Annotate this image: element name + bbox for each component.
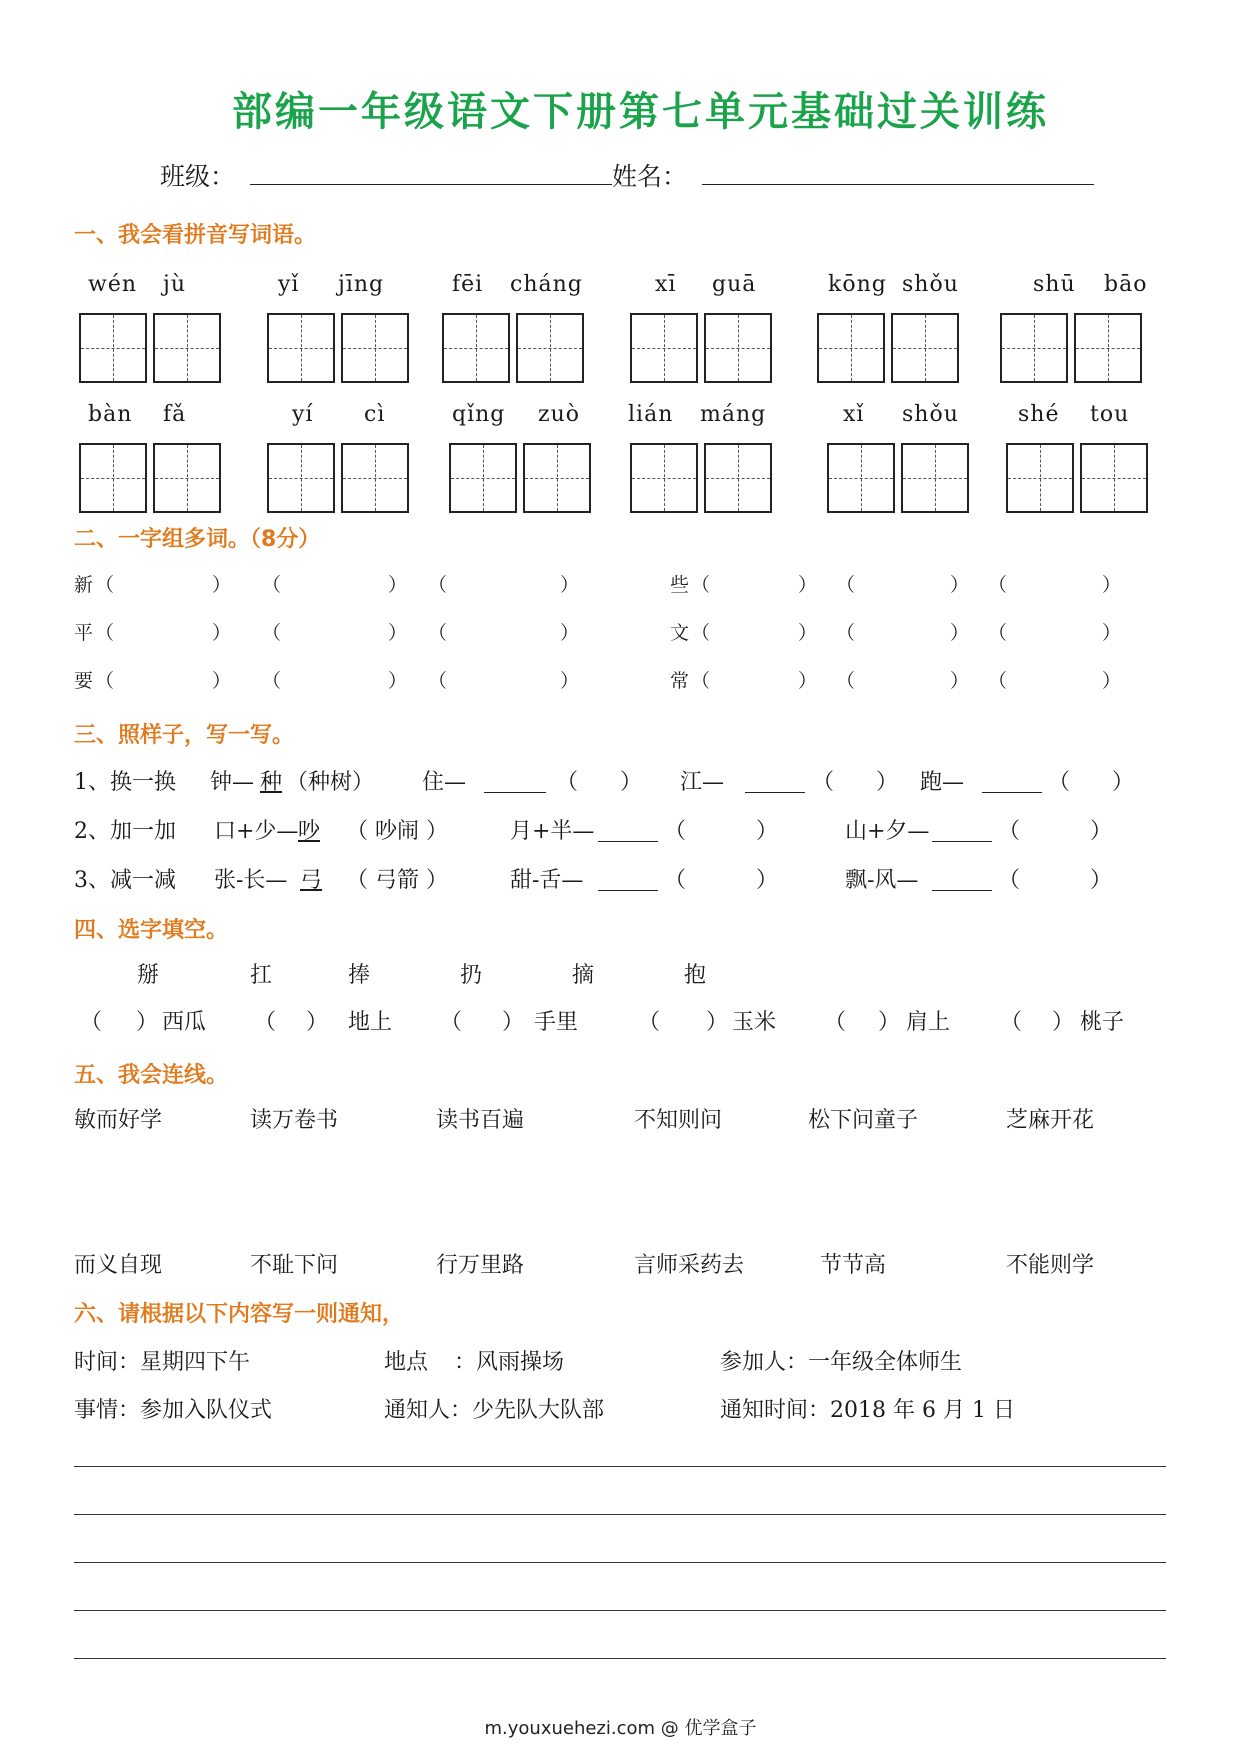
writing-line[interactable] [74, 1658, 1166, 1659]
tianzige-box[interactable] [523, 443, 591, 513]
paren-close: ） [212, 622, 232, 644]
tianzige-box[interactable] [630, 313, 698, 383]
pinyin: jù [163, 272, 186, 297]
notice-place-value: ：风雨操场 [454, 1350, 565, 1375]
paren-open: （ [836, 574, 856, 596]
pinyin: bàn [88, 402, 133, 427]
pinyin: xǐ [843, 402, 865, 427]
group-char: 平 [74, 622, 94, 644]
tianzige-box[interactable] [1006, 443, 1074, 513]
row-label: 3、减一减 [74, 868, 176, 893]
pinyin: bāo [1104, 272, 1148, 297]
pinyin: shǒu [902, 402, 959, 427]
example-text: 钟— [210, 770, 255, 795]
paren-close: ） [1112, 770, 1135, 795]
section5-heading: 五、我会连线。 [74, 1063, 229, 1088]
paren-open: （ [998, 868, 1021, 893]
paren-open: （ [664, 819, 687, 844]
writing-line[interactable] [74, 1466, 1166, 1467]
pinyin: yǐ [278, 272, 300, 297]
pinyin: guā [712, 272, 757, 297]
paren-close: ） [1090, 868, 1113, 893]
class-label: 班级： [160, 162, 236, 191]
notice-event: 事情：参加入队仪式 [74, 1398, 273, 1423]
fill-word: 手里 [534, 1010, 579, 1035]
paren-close: ） [1102, 670, 1122, 692]
example-word: （种树） [286, 770, 375, 795]
choice-char: 扔 [460, 963, 483, 988]
pinyin: xī [655, 272, 677, 297]
section6-heading: 六、请根据以下内容写一则通知， [74, 1302, 405, 1327]
paren-close: ） [560, 574, 580, 596]
tianzige-box[interactable] [827, 443, 895, 513]
writing-line[interactable] [74, 1610, 1166, 1611]
tianzige-box[interactable] [153, 443, 221, 513]
paren-open: （ [638, 1010, 661, 1035]
item-text: 跑— [920, 770, 965, 795]
pinyin: wén [88, 272, 138, 297]
paren-close: ） [1090, 819, 1113, 844]
paren-close: ） [878, 1010, 901, 1035]
notice-place-label: 地点 [384, 1350, 429, 1375]
notice-notifier: 通知人：少先队大队部 [384, 1398, 605, 1423]
paren-close: ） [136, 1010, 159, 1035]
paren-close: ） [212, 574, 232, 596]
choice-char: 捧 [348, 963, 371, 988]
paren-close: ） [1102, 574, 1122, 596]
page-title: 部编一年级语文下册第七单元基础过关训练 [232, 89, 1049, 135]
paren-open: （ [691, 622, 711, 644]
fill-word: 西瓜 [162, 1010, 207, 1035]
tianzige-box[interactable] [79, 313, 147, 383]
paren-open: （ [262, 622, 282, 644]
paren-close: ） [560, 622, 580, 644]
paren-open: （ [95, 670, 115, 692]
paren-open: （ [988, 574, 1008, 596]
choice-char: 抱 [684, 963, 707, 988]
match-item[interactable]: 芝麻开花 [1006, 1108, 1095, 1133]
row-label: 1、换一换 [74, 770, 176, 795]
tianzige-box[interactable] [817, 313, 885, 383]
item-text: 山+夕— [845, 819, 930, 844]
class-field[interactable] [250, 184, 612, 185]
example-answer: 吵 [298, 819, 321, 844]
notice-date: 通知时间：2018 年 6 月 1 日 [720, 1398, 1015, 1423]
section2-heading: 二、一字组多词。（8分） [74, 527, 321, 552]
pinyin: fēi [452, 272, 484, 297]
paren-close: ） [756, 868, 779, 893]
tianzige-box[interactable] [79, 443, 147, 513]
item-text: 月+半— [510, 819, 595, 844]
section4-heading: 四、选字填空。 [74, 918, 229, 943]
group-char: 新 [74, 574, 94, 596]
group-char: 些 [670, 574, 690, 596]
tianzige-box[interactable] [1080, 443, 1148, 513]
paren-close: ） [706, 1010, 729, 1035]
paren-open: （ [664, 868, 687, 893]
tianzige-box[interactable] [704, 313, 772, 383]
pinyin: jīng [338, 272, 385, 297]
pinyin: cì [364, 402, 386, 427]
paren-open: （ [824, 1010, 847, 1035]
tianzige-box[interactable] [1000, 313, 1068, 383]
item-text: 住— [422, 770, 467, 795]
paren-close: ） [798, 574, 818, 596]
match-item[interactable]: 不知则问 [634, 1108, 723, 1133]
answer-blank[interactable] [982, 792, 1042, 793]
fill-word: 玉米 [732, 1010, 777, 1035]
pinyin: fǎ [163, 402, 187, 427]
paren-open: （ [1048, 770, 1071, 795]
name-field[interactable] [702, 184, 1094, 185]
item-text: 飘-风— [845, 868, 919, 893]
pinyin: shé [1018, 402, 1060, 427]
paren-open: （ [95, 574, 115, 596]
choice-char: 摘 [572, 963, 595, 988]
footer-watermark: m.youxuehezi.com @ 优学盒子 [484, 1718, 757, 1739]
notice-time-of-event: 时间：星期四下午 [74, 1350, 251, 1375]
pinyin: tou [1090, 402, 1130, 427]
tianzige-box[interactable] [153, 313, 221, 383]
match-item[interactable]: 不能则学 [1006, 1253, 1095, 1278]
paren-open: （ [80, 1010, 103, 1035]
notice-participants: 参加人：一年级全体师生 [720, 1350, 963, 1375]
group-char: 常 [670, 670, 690, 692]
tianzige-box[interactable] [442, 313, 510, 383]
match-item[interactable]: 松下问童子 [808, 1108, 919, 1133]
tianzige-box[interactable] [267, 313, 335, 383]
answer-blank[interactable] [598, 841, 658, 842]
pinyin: lián [628, 402, 674, 427]
match-item[interactable]: 而义自现 [74, 1253, 163, 1278]
pinyin: cháng [510, 272, 583, 297]
paren-open: （ [428, 670, 448, 692]
tianzige-box[interactable] [267, 443, 335, 513]
item-text: 甜-舌— [510, 868, 584, 893]
pinyin: máng [700, 402, 767, 427]
paren-close: ） [212, 670, 232, 692]
paren-close: ） [1052, 1010, 1075, 1035]
tianzige-box[interactable] [891, 313, 959, 383]
paren-close: ） [876, 770, 899, 795]
match-item[interactable]: 言师采药去 [634, 1253, 745, 1278]
paren-close: ） [950, 670, 970, 692]
paren-open: （ [836, 670, 856, 692]
match-item[interactable]: 读书百遍 [436, 1108, 525, 1133]
paren-open: （ [95, 622, 115, 644]
group-char: 要 [74, 670, 94, 692]
paren-open: （ [988, 622, 1008, 644]
paren-close: ） [388, 622, 408, 644]
paren-close: ） [756, 819, 779, 844]
paren-open: （ [691, 574, 711, 596]
paren-open: （ [691, 670, 711, 692]
pinyin: zuò [538, 402, 581, 427]
example-answer: 弓 [300, 868, 323, 893]
paren-close: ） [620, 770, 643, 795]
answer-blank[interactable] [598, 890, 658, 891]
example-text: 口+少— [214, 819, 299, 844]
match-item[interactable]: 节节高 [820, 1253, 887, 1278]
pinyin: qǐng [452, 402, 506, 427]
section1-heading: 一、我会看拼音写词语。 [74, 223, 317, 248]
match-item[interactable]: 敏而好学 [74, 1108, 163, 1133]
tianzige-box[interactable] [449, 443, 517, 513]
paren-open: （ [262, 670, 282, 692]
paren-close: ） [950, 574, 970, 596]
paren-close: ） [560, 670, 580, 692]
fill-word: 桃子 [1080, 1010, 1125, 1035]
fill-word: 肩上 [906, 1010, 951, 1035]
section3-heading: 三、照样子，写一写。 [74, 723, 295, 748]
paren-open: （ [254, 1010, 277, 1035]
writing-line[interactable] [74, 1562, 1166, 1563]
tianzige-box[interactable] [630, 443, 698, 513]
example-text: 张-长— [214, 868, 288, 893]
tianzige-box[interactable] [1074, 313, 1142, 383]
paren-open: （ [262, 574, 282, 596]
row-label: 2、加一加 [74, 819, 176, 844]
paren-open: （ [812, 770, 835, 795]
paren-close: ） [950, 622, 970, 644]
paren-open: （ [836, 622, 856, 644]
tianzige-box[interactable] [704, 443, 772, 513]
paren-open: （ [988, 670, 1008, 692]
pinyin: yí [292, 402, 314, 427]
tianzige-box[interactable] [341, 443, 409, 513]
paren-open: （ [556, 770, 579, 795]
example-word: （ 弓箭 ） [346, 868, 448, 893]
paren-close: ） [502, 1010, 525, 1035]
answer-blank[interactable] [745, 792, 805, 793]
answer-blank[interactable] [932, 890, 992, 891]
item-text: 江— [680, 770, 725, 795]
choice-char: 掰 [137, 963, 160, 988]
fill-word: 地上 [348, 1010, 393, 1035]
paren-close: ） [388, 574, 408, 596]
paren-close: ） [798, 670, 818, 692]
example-answer: 种 [260, 770, 283, 795]
paren-close: ） [1102, 622, 1122, 644]
choice-char: 扛 [250, 963, 273, 988]
paren-close: ） [306, 1010, 329, 1035]
paren-close: ） [798, 622, 818, 644]
answer-blank[interactable] [484, 792, 546, 793]
paren-open: （ [1000, 1010, 1023, 1035]
answer-blank[interactable] [932, 841, 992, 842]
paren-open: （ [428, 622, 448, 644]
tianzige-box[interactable] [901, 443, 969, 513]
name-label: 姓名： [612, 162, 688, 191]
writing-line[interactable] [74, 1514, 1166, 1515]
tianzige-box[interactable] [341, 313, 409, 383]
group-char: 文 [670, 622, 690, 644]
match-item[interactable]: 读万卷书 [250, 1108, 339, 1133]
pinyin: shū [1033, 272, 1076, 297]
match-item[interactable]: 不耻下问 [250, 1253, 339, 1278]
paren-open: （ [428, 574, 448, 596]
match-item[interactable]: 行万里路 [436, 1253, 525, 1278]
paren-close: ） [388, 670, 408, 692]
paren-open: （ [440, 1010, 463, 1035]
pinyin: kōng [828, 272, 887, 297]
paren-open: （ [998, 819, 1021, 844]
tianzige-box[interactable] [516, 313, 584, 383]
example-word: （ 吵闹 ） [346, 819, 448, 844]
pinyin: shǒu [902, 272, 959, 297]
